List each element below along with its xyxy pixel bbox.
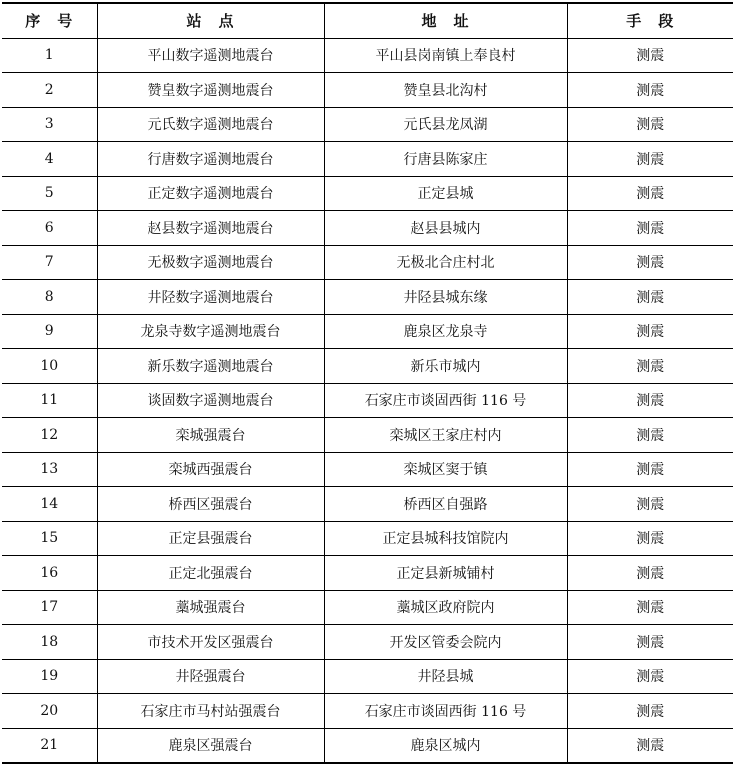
- table-row: [2, 418, 733, 453]
- cell-station: 桥西区强震台: [97, 487, 324, 522]
- table-row: [2, 487, 733, 522]
- cell-address: 栾城区王家庄村内: [324, 418, 567, 453]
- cell-address: 鹿泉区龙泉寺: [324, 314, 567, 349]
- cell-address: 桥西区自强路: [324, 487, 567, 522]
- cell-index: 6: [2, 211, 97, 246]
- table-row: [2, 625, 733, 660]
- cell-method: 测震: [567, 314, 733, 349]
- cell-index: 13: [2, 452, 97, 487]
- cell-method: 测震: [567, 245, 733, 280]
- cell-station: 正定县强震台: [97, 521, 324, 556]
- cell-address: 正定县城科技馆院内: [324, 521, 567, 556]
- cell-station: 栾城西强震台: [97, 452, 324, 487]
- cell-index: 5: [2, 176, 97, 211]
- cell-method: 测震: [567, 521, 733, 556]
- header-index: 序 号: [2, 3, 97, 38]
- table-row: [2, 383, 733, 418]
- table-row: [2, 349, 733, 384]
- table-row: [2, 659, 733, 694]
- station-table: [2, 2, 733, 764]
- cell-method: 测震: [567, 487, 733, 522]
- table-row: [2, 280, 733, 315]
- cell-address: 正定县城: [324, 176, 567, 211]
- cell-address: 井陉县城: [324, 659, 567, 694]
- cell-index: 8: [2, 280, 97, 315]
- cell-index: 12: [2, 418, 97, 453]
- cell-method: 测震: [567, 418, 733, 453]
- cell-station: 市技术开发区强震台: [97, 625, 324, 660]
- table-row: [2, 590, 733, 625]
- table-row: [2, 314, 733, 349]
- cell-index: 11: [2, 383, 97, 418]
- header-method: 手 段: [567, 3, 733, 38]
- table-row: [2, 245, 733, 280]
- cell-address: 赵县县城内: [324, 211, 567, 246]
- cell-station: 赞皇数字遥测地震台: [97, 73, 324, 108]
- cell-method: 测震: [567, 590, 733, 625]
- cell-station: 龙泉寺数字遥测地震台: [97, 314, 324, 349]
- cell-method: 测震: [567, 694, 733, 729]
- table-row: [2, 176, 733, 211]
- cell-address: 石家庄市谈固西街 116 号: [324, 383, 567, 418]
- cell-address: 鹿泉区城内: [324, 728, 567, 763]
- cell-method: 测震: [567, 452, 733, 487]
- cell-method: 测震: [567, 659, 733, 694]
- table-row: [2, 73, 733, 108]
- cell-index: 4: [2, 142, 97, 177]
- cell-method: 测震: [567, 728, 733, 763]
- cell-method: 测震: [567, 280, 733, 315]
- table-row: [2, 521, 733, 556]
- cell-address: 井陉县城东缘: [324, 280, 567, 315]
- cell-method: 测震: [567, 211, 733, 246]
- table-row: [2, 107, 733, 142]
- cell-address: 藁城区政府院内: [324, 590, 567, 625]
- cell-address: 赞皇县北沟村: [324, 73, 567, 108]
- cell-index: 18: [2, 625, 97, 660]
- table-row: [2, 452, 733, 487]
- cell-index: 3: [2, 107, 97, 142]
- cell-index: 10: [2, 349, 97, 384]
- cell-index: 21: [2, 728, 97, 763]
- cell-station: 赵县数字遥测地震台: [97, 211, 324, 246]
- cell-index: 14: [2, 487, 97, 522]
- table-row: [2, 556, 733, 591]
- cell-index: 9: [2, 314, 97, 349]
- cell-address: 开发区管委会院内: [324, 625, 567, 660]
- cell-station: 谈固数字遥测地震台: [97, 383, 324, 418]
- cell-station: 石家庄市马村站强震台: [97, 694, 324, 729]
- cell-method: 测震: [567, 73, 733, 108]
- table-row: [2, 211, 733, 246]
- cell-method: 测震: [567, 625, 733, 660]
- cell-address: 栾城区窦于镇: [324, 452, 567, 487]
- cell-station: 平山数字遥测地震台: [97, 38, 324, 73]
- cell-address: 平山县岗南镇上奉良村: [324, 38, 567, 73]
- cell-address: 正定县新城铺村: [324, 556, 567, 591]
- cell-station: 藁城强震台: [97, 590, 324, 625]
- cell-method: 测震: [567, 383, 733, 418]
- cell-method: 测震: [567, 556, 733, 591]
- cell-station: 行唐数字遥测地震台: [97, 142, 324, 177]
- cell-address: 元氏县龙凤湖: [324, 107, 567, 142]
- table-row: [2, 38, 733, 73]
- cell-address: 石家庄市谈固西街 116 号: [324, 694, 567, 729]
- cell-index: 16: [2, 556, 97, 591]
- table-row: [2, 728, 733, 763]
- cell-index: 2: [2, 73, 97, 108]
- cell-station: 井陉数字遥测地震台: [97, 280, 324, 315]
- cell-index: 17: [2, 590, 97, 625]
- cell-station: 井陉强震台: [97, 659, 324, 694]
- cell-address: 行唐县陈家庄: [324, 142, 567, 177]
- cell-station: 正定数字遥测地震台: [97, 176, 324, 211]
- cell-method: 测震: [567, 107, 733, 142]
- cell-index: 1: [2, 38, 97, 73]
- cell-station: 栾城强震台: [97, 418, 324, 453]
- cell-index: 15: [2, 521, 97, 556]
- cell-index: 7: [2, 245, 97, 280]
- cell-station: 元氏数字遥测地震台: [97, 107, 324, 142]
- cell-station: 正定北强震台: [97, 556, 324, 591]
- table-row: [2, 694, 733, 729]
- header-address: 地 址: [324, 3, 567, 38]
- cell-index: 20: [2, 694, 97, 729]
- table-header-row: [2, 3, 733, 38]
- cell-station: 无极数字遥测地震台: [97, 245, 324, 280]
- table-body: [2, 38, 733, 763]
- cell-method: 测震: [567, 38, 733, 73]
- cell-method: 测震: [567, 176, 733, 211]
- header-station: 站 点: [97, 3, 324, 38]
- cell-station: 鹿泉区强震台: [97, 728, 324, 763]
- cell-method: 测震: [567, 142, 733, 177]
- cell-index: 19: [2, 659, 97, 694]
- cell-method: 测震: [567, 349, 733, 384]
- cell-address: 新乐市城内: [324, 349, 567, 384]
- cell-station: 新乐数字遥测地震台: [97, 349, 324, 384]
- table-row: [2, 142, 733, 177]
- cell-address: 无极北合庄村北: [324, 245, 567, 280]
